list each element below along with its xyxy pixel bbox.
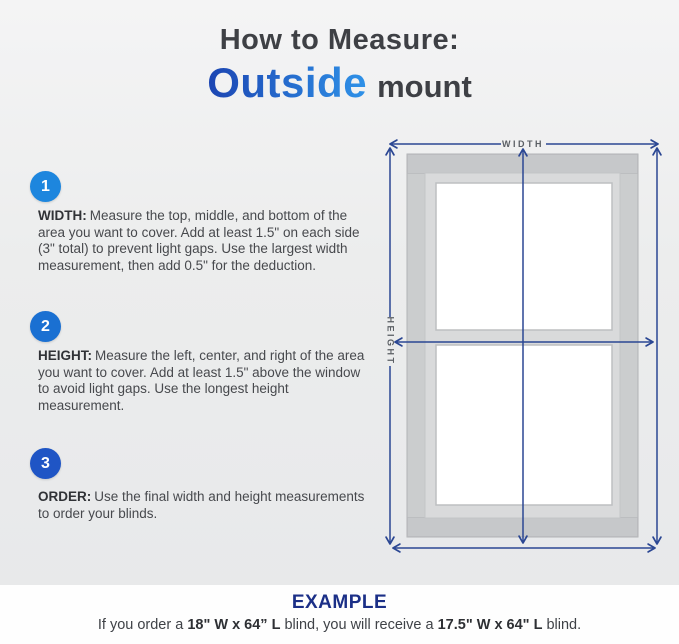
step-label: HEIGHT:	[38, 348, 92, 363]
window-measurement-diagram	[370, 125, 679, 585]
step-label: ORDER:	[38, 489, 92, 504]
step-body: Measure the left, center, and right of the area you want to cover. Add at least 1.5" above the window to avoid light gaps. Use the longest height measurement.	[38, 348, 365, 413]
step-width	[30, 171, 374, 274]
page-title	[0, 24, 679, 107]
example-order-size: 18" W x 64” L	[187, 617, 281, 633]
example-middle: blind, you will receive a	[280, 617, 438, 633]
height-dimension-label: HEIGHT	[385, 316, 396, 366]
step-text	[38, 208, 374, 274]
example-suffix: blind.	[542, 617, 582, 633]
example-sentence	[0, 617, 679, 633]
step-number-badge: 3	[30, 448, 61, 479]
step-text	[38, 489, 374, 522]
step-number-badge: 2	[30, 311, 61, 342]
step-body: Measure the top, middle, and bottom of the area you want to cover. Add at least 1.5" on each side (3" total) to prevent light gaps. Use the largest width measurement, then add 0.5" for the deduction.	[38, 208, 360, 273]
step-label: WIDTH:	[38, 208, 87, 223]
step-body: Use the final width and height measurements to order your blinds.	[38, 489, 365, 521]
example-footer	[0, 585, 679, 644]
example-heading: EXAMPLE	[291, 592, 388, 613]
title-highlight: Outside	[207, 59, 368, 106]
step-height	[30, 311, 374, 414]
title-line1: How to Measure:	[219, 24, 460, 56]
title-line2	[0, 59, 679, 107]
step-text	[38, 348, 374, 414]
example-receive-size: 17.5" W x 64" L	[437, 617, 543, 633]
window-diagram-svg	[370, 125, 679, 585]
width-dimension-label: WIDTH	[502, 139, 544, 149]
step-order	[30, 448, 374, 522]
example-prefix: If you order a	[97, 617, 188, 633]
step-number-badge: 1	[30, 171, 61, 202]
title-suffix: mount	[377, 69, 472, 104]
